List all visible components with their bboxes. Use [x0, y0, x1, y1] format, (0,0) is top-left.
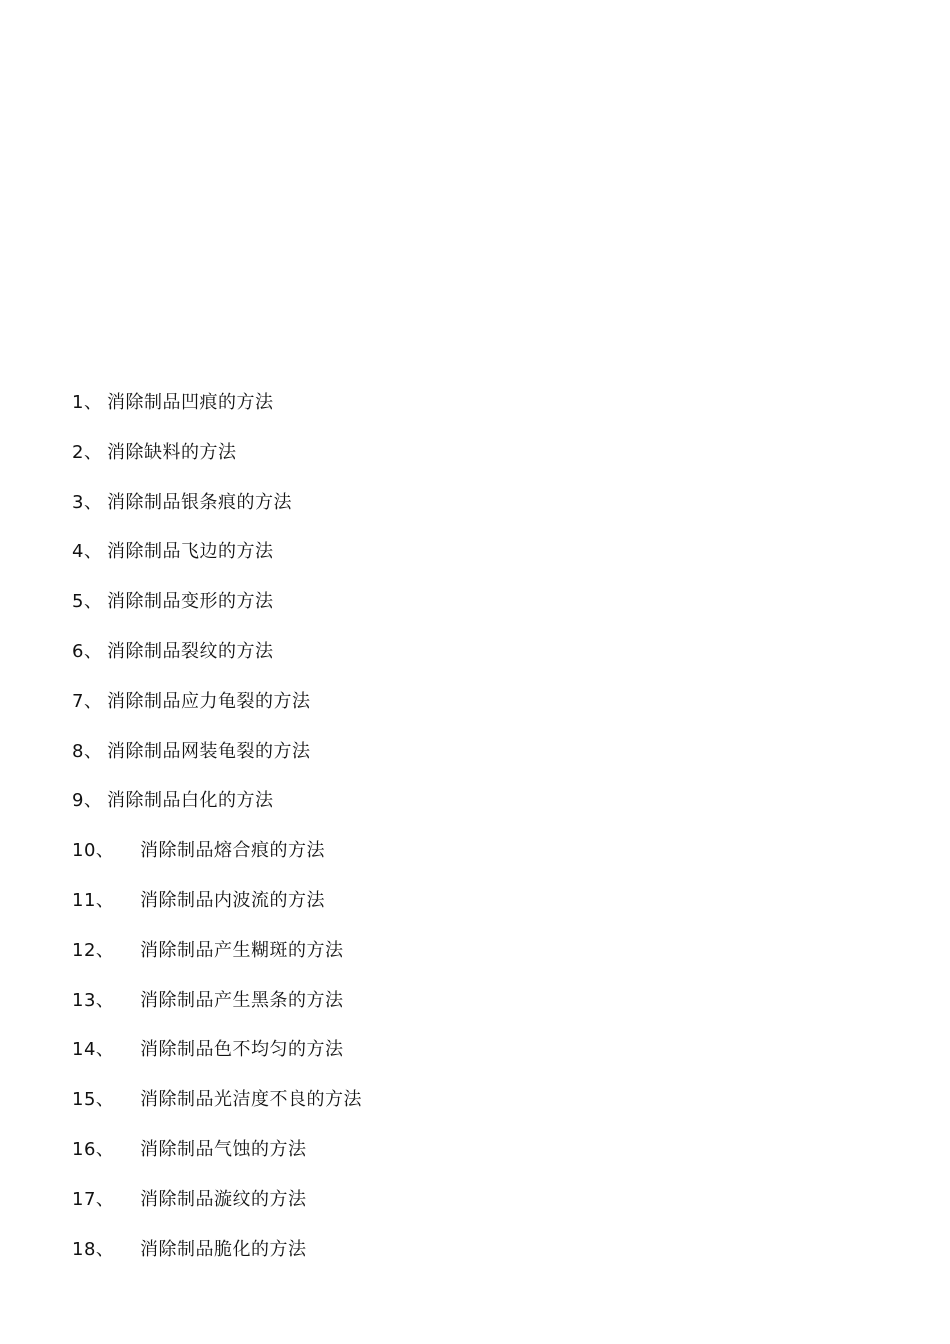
toc-item-number: 6、: [72, 640, 103, 662]
toc-item-number: 17、: [72, 1188, 115, 1210]
toc-item-10: [72, 836, 872, 886]
toc-item-number: 2、: [72, 441, 103, 463]
toc-item-7: [72, 687, 872, 737]
toc-item-number: 12、: [72, 939, 115, 961]
toc-item-title: 消除制品网装龟裂的方法: [107, 740, 311, 762]
toc-item-title: 消除制品内波流的方法: [140, 889, 325, 911]
toc-item-number: 10、: [72, 840, 115, 862]
toc-item-12: [72, 936, 872, 986]
toc-item-title: 消除制品漩纹的方法: [140, 1188, 307, 1210]
toc-item-6: [72, 637, 872, 687]
toc-item-3: [72, 488, 872, 538]
toc-item-title: 消除制品凹痕的方法: [107, 392, 274, 413]
toc-item-title: 消除制品飞边的方法: [107, 541, 274, 563]
toc-item-title: 消除制品应力龟裂的方法: [107, 690, 311, 712]
toc-item-5: [72, 587, 872, 637]
toc-item-number: 7、: [72, 690, 103, 712]
toc-item-title: 消除制品光洁度不良的方法: [140, 1089, 362, 1111]
toc-item-11: [72, 886, 872, 936]
toc-item-number: 16、: [72, 1138, 115, 1160]
toc-item-number: 5、: [72, 591, 103, 613]
toc-item-18: [72, 1235, 872, 1285]
toc-item-number: 15、: [72, 1089, 115, 1111]
toc-item-number: 3、: [72, 491, 103, 513]
toc-item-title: 消除制品气蚀的方法: [140, 1138, 307, 1160]
toc-item-number: 13、: [72, 989, 115, 1011]
toc-item-15: [72, 1085, 872, 1135]
toc-item-13: [72, 986, 872, 1036]
toc-item-16: [72, 1135, 872, 1185]
toc-item-title: 消除制品熔合痕的方法: [140, 840, 325, 862]
toc-item-8: [72, 737, 872, 787]
toc-item-number: 8、: [72, 740, 103, 762]
toc-item-title: 消除制品变形的方法: [107, 591, 274, 613]
toc-item-number: 1、: [72, 392, 103, 413]
toc-item-2: [72, 438, 872, 488]
table-of-contents: [72, 388, 872, 1284]
toc-item-14: [72, 1035, 872, 1085]
toc-item-number: 4、: [72, 541, 103, 563]
toc-item-title: 消除制品白化的方法: [107, 790, 274, 812]
toc-item-title: 消除缺料的方法: [107, 441, 237, 463]
toc-item-number: 9、: [72, 790, 103, 812]
toc-item-title: 消除制品产生糊斑的方法: [140, 939, 344, 961]
toc-item-title: 消除制品银条痕的方法: [107, 491, 292, 513]
toc-item-1: [72, 388, 872, 438]
toc-item-title: 消除制品产生黑条的方法: [140, 989, 344, 1011]
toc-item-number: 11、: [72, 889, 115, 911]
toc-item-17: [72, 1185, 872, 1235]
toc-item-number: 14、: [72, 1039, 115, 1061]
toc-item-title: 消除制品脆化的方法: [140, 1238, 307, 1260]
toc-item-title: 消除制品裂纹的方法: [107, 640, 274, 662]
toc-item-9: [72, 786, 872, 836]
toc-item-title: 消除制品色不均匀的方法: [140, 1039, 344, 1061]
toc-item-4: [72, 537, 872, 587]
toc-item-number: 18、: [72, 1238, 115, 1260]
